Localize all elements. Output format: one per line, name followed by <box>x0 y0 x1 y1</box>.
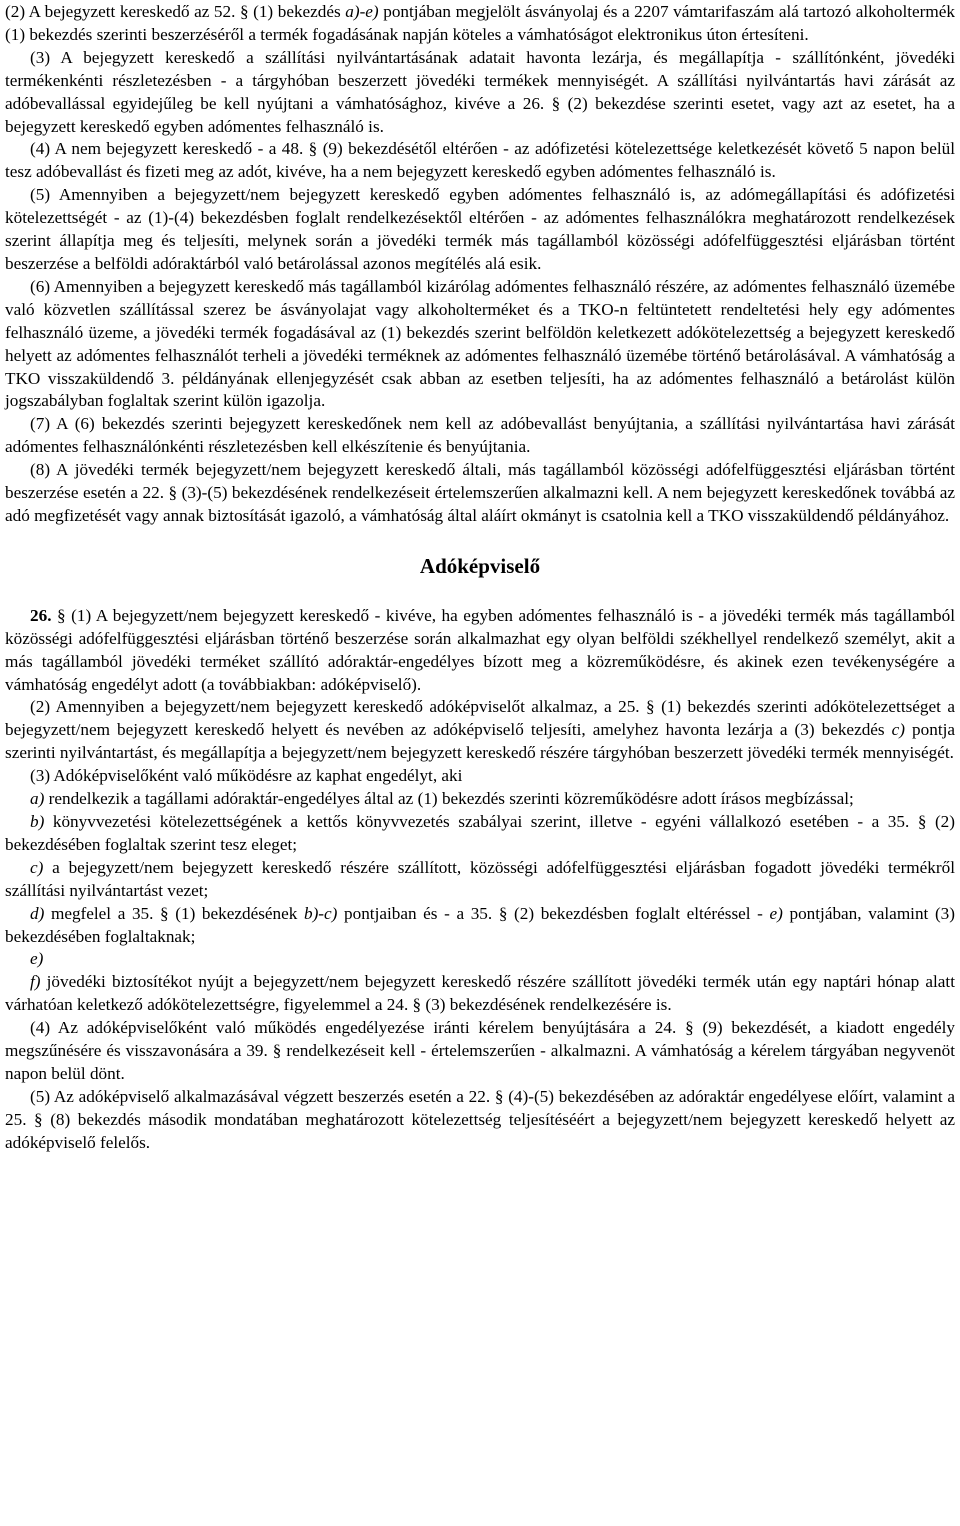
text-run: (4) Az adóképviselőként való működés engedélyezése iránti kérelem benyújtására a 24. § (9) bekezdését, a kiadott engedély megszűnésére és visszavonására a 39. § rendelkezéseit kell - értelemszerűen - alkalmazni. A vámhatóság a kérelem tárgyában negyvenöt napon belül dönt. <box>5 1018 955 1083</box>
paragraph <box>5 765 955 788</box>
text-run: (8) A jövedéki termék bejegyzett/nem bejegyzett kereskedő általi, más tagállamból közösségi adófelfüggesztési eljárásban történt beszerzése esetén a 22. § (3)-(5) bekezdésének rendelkezéseit értelemszerűen alkalmazni kell. A nem bejegyzett kereskedőnek továbbá az adó megfizetését vagy annak biztosítását igazoló, a vámhatóság által aláírt okmányt is csatolnia kell a TKO visszaküldendő példányához. <box>5 460 955 525</box>
text-run: a bejegyzett/nem bejegyzett kereskedő részére szállított, közösségi adófelfüggesztési eljárásban fogadott jövedéki termékről szállítási nyilvántartást vezet; <box>5 857 955 900</box>
paragraph <box>5 138 955 184</box>
paragraph <box>5 459 955 528</box>
paragraph-body <box>5 606 955 694</box>
paragraph <box>5 1 955 47</box>
list-item <box>5 811 955 857</box>
list-item <box>5 903 955 949</box>
text-run: (2) Amennyiben a bejegyzett/nem bejegyzett kereskedő adóképviselőt alkalmaz, a 25. § (1) bekezdés szerinti adókötelezettséget a bejegyzett/nem bejegyzett kereskedő helyett és nevében az adóképviselő teljesíti, amelyhez havonta lezárja a (3) bekezdés <box>5 697 955 740</box>
text-run: pontjában megjelölt ásványolaj és a 2207 vámtarifaszám alá tartozó alkoholtermék (1) bekezdés szerinti beszerzéséről a termék fogadásának napján köteles a vámhatóságot elektronikus úton értesíteni. <box>5 2 955 44</box>
italic-text: f) <box>30 972 41 992</box>
paragraph <box>5 1086 955 1155</box>
text-run: (2) A bejegyzett kereskedő az 52. § (1) bekezdés <box>5 2 346 21</box>
italic-text: a)-e) <box>345 2 379 21</box>
text-run: pontjában, valamint (3) bekezdésében foglaltaknak; <box>5 903 955 946</box>
italic-text: d) <box>30 903 45 923</box>
paragraph <box>5 47 955 139</box>
italic-text: c) <box>30 857 44 877</box>
text-run: (3) Adóképviselőként való működésre az kaphat engedélyt, aki <box>30 766 463 786</box>
text-run: (5) Amennyiben a bejegyzett/nem bejegyzett kereskedő egyben adómentes felhasználó is, az adómegállapítási és adófizetési kötelezettségét - az (1)-(4) bekezdésben foglalt rendelkezésektől eltérően - az adómentes felhasználókra meghatározott rendelkezések szerint állapítja meg és teljesíti, melynek során a jövedéki termék más tagállamból közösségi adófelfüggesztési eljárásban történt beszerzése a belföldi adóraktárból való betárolással azonos megítélés alá esik. <box>5 185 955 273</box>
list-item <box>5 857 955 903</box>
italic-text: e) <box>30 949 44 969</box>
list-item <box>5 948 955 971</box>
paragraph <box>5 276 955 413</box>
text-run: (7) A (6) bekezdés szerinti bejegyzett kereskedőnek nem kell az adóbevallást benyújtania, a szállítási nyilvántartása havi zárását adómentes felhasználónkénti részletezésben kell elkészítenie és benyújtania. <box>5 414 955 457</box>
text-run: jövedéki biztosítékot nyújt a bejegyzett/nem bejegyzett kereskedő részére szállított jövedéki termék után egy naptári hónap alatt várhatóan keletkező adókötelezettségre, figyelemmel a 24. § (3) bekezdésének rendelkezésére is. <box>5 972 955 1015</box>
paragraphs-before <box>5 1 955 528</box>
italic-text: c) <box>891 720 905 740</box>
paragraph <box>5 1017 955 1086</box>
italic-text: b)-c) <box>303 903 338 923</box>
paragraph <box>5 184 955 276</box>
text-run: (6) Amennyiben a bejegyzett kereskedő más tagállamból kizárólag adómentes felhasználó részére, az adómentes felhasználó üzemébe való közvetlen szállítással szerez be ásványolajat vagy alkoholterméket és a TKO-n feltüntetett rendeltetési hely egy adómentes felhasználó üzeme, a jövedéki termék fogadásával az (1) bekezdés szerint belföldön keletkezett adókötelezettség a bejegyzett kereskedő helyett az adómentes felhasználót terheli a jövedéki terméknek az adómentes felhasználó üzemébe történő betárolásával. A vámhatóság a TKO visszaküldendő 3. példányának ellenjegyzését csak abban az esetben teljesíti, ha az adómentes felhasználó a betárolást külön jogszabályban foglaltak szerint külön igazolja. <box>5 276 955 411</box>
section-heading: Adóképviselő <box>419 553 541 578</box>
paragraph <box>5 413 955 459</box>
italic-text: e) <box>769 903 783 923</box>
paragraph <box>5 605 955 697</box>
text-run: pontja szerinti nyilvántartást, és megállapítja a bejegyzett/nem bejegyzett kereskedő részére tárgyhóban beszerzett jövedéki termék mennyiségét. <box>5 720 955 763</box>
italic-text: b) <box>30 812 45 831</box>
list-item <box>5 788 955 811</box>
paragraphs-after <box>5 605 955 1155</box>
text-run: (3) A bejegyzett kereskedő a szállítási nyilvántartásának adatait havonta lezárja, és megállapítja - szállítónként, jövedéki termékenkénti részletezésben - a tárgyhóban beszerzett jövedéki termékek mennyiségét. A szállítási nyilvántartás havi zárását az adóbevallással egyidejűleg be kell nyújtani a vámhatósághoz, kivéve a 26. § (2) bekezdése szerinti esetet, vagy azt az esetet, ha a bejegyzett kereskedő egyben adómentes felhasználó is. <box>5 47 955 136</box>
text-run: rendelkezik a tagállami adóraktár-engedélyes által az (1) bekezdés szerinti közreműködésre adott írásos megbízással; <box>44 789 854 809</box>
list-item <box>5 971 955 1017</box>
text-run: megfelel a 35. § (1) bekezdésének <box>44 903 304 923</box>
text-run: (4) A nem bejegyzett kereskedő - a 48. § (9) bekezdésétől eltérően - az adófizetési kötelezettsége keletkezését követő 5 napon belül tesz adóbevallást és fizeti meg az adót, kivéve, ha a nem bejegyzett kereskedő egyben adómentes felhasználó is. <box>5 139 955 182</box>
italic-text: a) <box>30 789 45 809</box>
text-run: pontjaiban és - a 35. § (2) bekezdésben foglalt eltéréssel - <box>337 903 770 923</box>
section-number: 26. <box>30 605 52 625</box>
paragraph <box>5 696 955 765</box>
text-run: könyvvezetési kötelezettségének a kettős könyvvezetés szabályai szerint, illetve - egyéni vállalkozó esetében - a 35. § (2) bekezdésében foglaltak szerint tesz eleget; <box>5 812 955 854</box>
text-run: § (1) A bejegyzett/nem bejegyzett kereskedő - kivéve, ha egyben adómentes felhasználó is - a jövedéki termék más tagállamból közösségi adófelfüggesztési eljárásban történő beszerzése során alkalmazhat egy olyan belföldi székhellyel rendelkező személyt, akit a más tagállamból jövedéki terméket szállító adóraktár-engedélyes bízott meg a közreműködésre, és akinek ezen tevékenységére a vámhatóság engedélyt adott (a továbbiakban: adóképviselő). <box>5 605 955 694</box>
text-run: (5) Az adóképviselő alkalmazásával végzett beszerzés esetén a 22. § (4)-(5) bekezdésében az adóraktár engedélyese előírt, valamint a 25. § (8) bekezdés második mondatában meghatározott kötelezettség teljesítéséért a bejegyzett/nem bejegyzett kereskedő helyett az adóképviselő felelős. <box>5 1086 955 1152</box>
